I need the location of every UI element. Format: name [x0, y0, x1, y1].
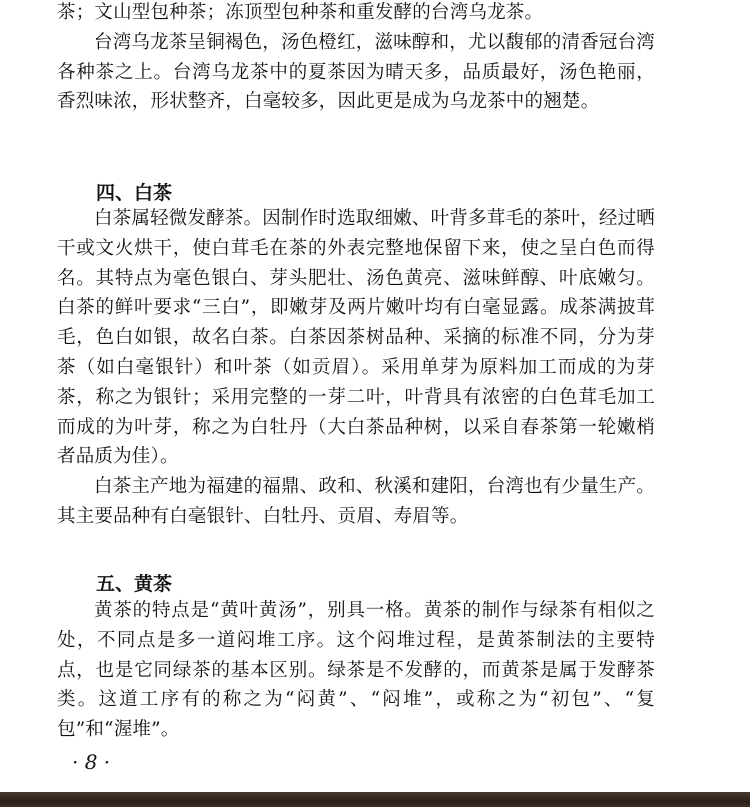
white-tea-paragraph-1: 白茶属轻微发酵茶。因制作时选取细嫩、叶背多茸毛的茶叶，经过晒干或文火烘干，使白茸毛在茶的外表完整地保留下来，使之呈白色而得名。其特点为毫色银白、芽头肥壮、汤色黄亮、滋味鲜醇、叶底嫩匀。白茶的鲜叶要求“三白”，即嫩芽及两片嫩叶均有白毫显露。成茶满披茸毛，色白如银，故名白茶。白茶因茶树品种、采摘的标准不同，分为芽茶（如白毫银针）和叶茶（如贡眉）。采用单芽为原料加工而成的为芽茶，称之为银针；采用完整的一芽二叶，叶背具有浓密的白色茸毛加工而成的为叶芽，称之为白牡丹（大白茶品种树，以采自春茶第一轮嫩梢者品质为佳）。 [57, 208, 656, 468]
intro-continuation-line: 茶；文山型包种茶；冻顶型包种茶和重发酵的台湾乌龙茶。 [57, 2, 544, 23]
page-number: · 8 · [72, 750, 111, 774]
taiwan-oolong-paragraph: 台湾乌龙茶呈铜褐色，汤色橙红，滋味醇和，尤以馥郁的清香冠台湾各种茶之上。台湾乌龙茶中的夏茶因为晴天多，品质最好，汤色艳丽，香烈味浓，形状整齐，白毫较多，因此更是成为乌龙茶中的翘楚。 [57, 31, 656, 113]
white-tea-paragraph-2: 白茶主产地为福建的福鼎、政和、秋溪和建阳，台湾也有少量生产。其主要品种有白毫银针、白牡丹、贡眉、寿眉等。 [57, 476, 656, 527]
yellow-tea-paragraph-1: 黄茶的特点是“黄叶黄汤”，别具一格。黄茶的制作与绿茶有相似之处，不同点是多一道闷堆工序。这个闷堆过程，是黄茶制法的主要特点，也是它同绿茶的基本区别。绿茶是不发酵的，而黄茶是属于发酵茶类。这道工序有的称之为“闷黄”、“闷堆”，或称之为“初包”、“复包”和“渥堆”。 [57, 600, 655, 741]
bottom-photo-strip [0, 792, 750, 807]
section-heading-white-tea: 四、白茶 [96, 182, 173, 204]
section-heading-yellow-tea: 五、黄茶 [96, 573, 173, 595]
yellow-tea-text [57, 596, 655, 745]
white-tea-text [57, 204, 655, 532]
intro-text [57, 0, 655, 117]
